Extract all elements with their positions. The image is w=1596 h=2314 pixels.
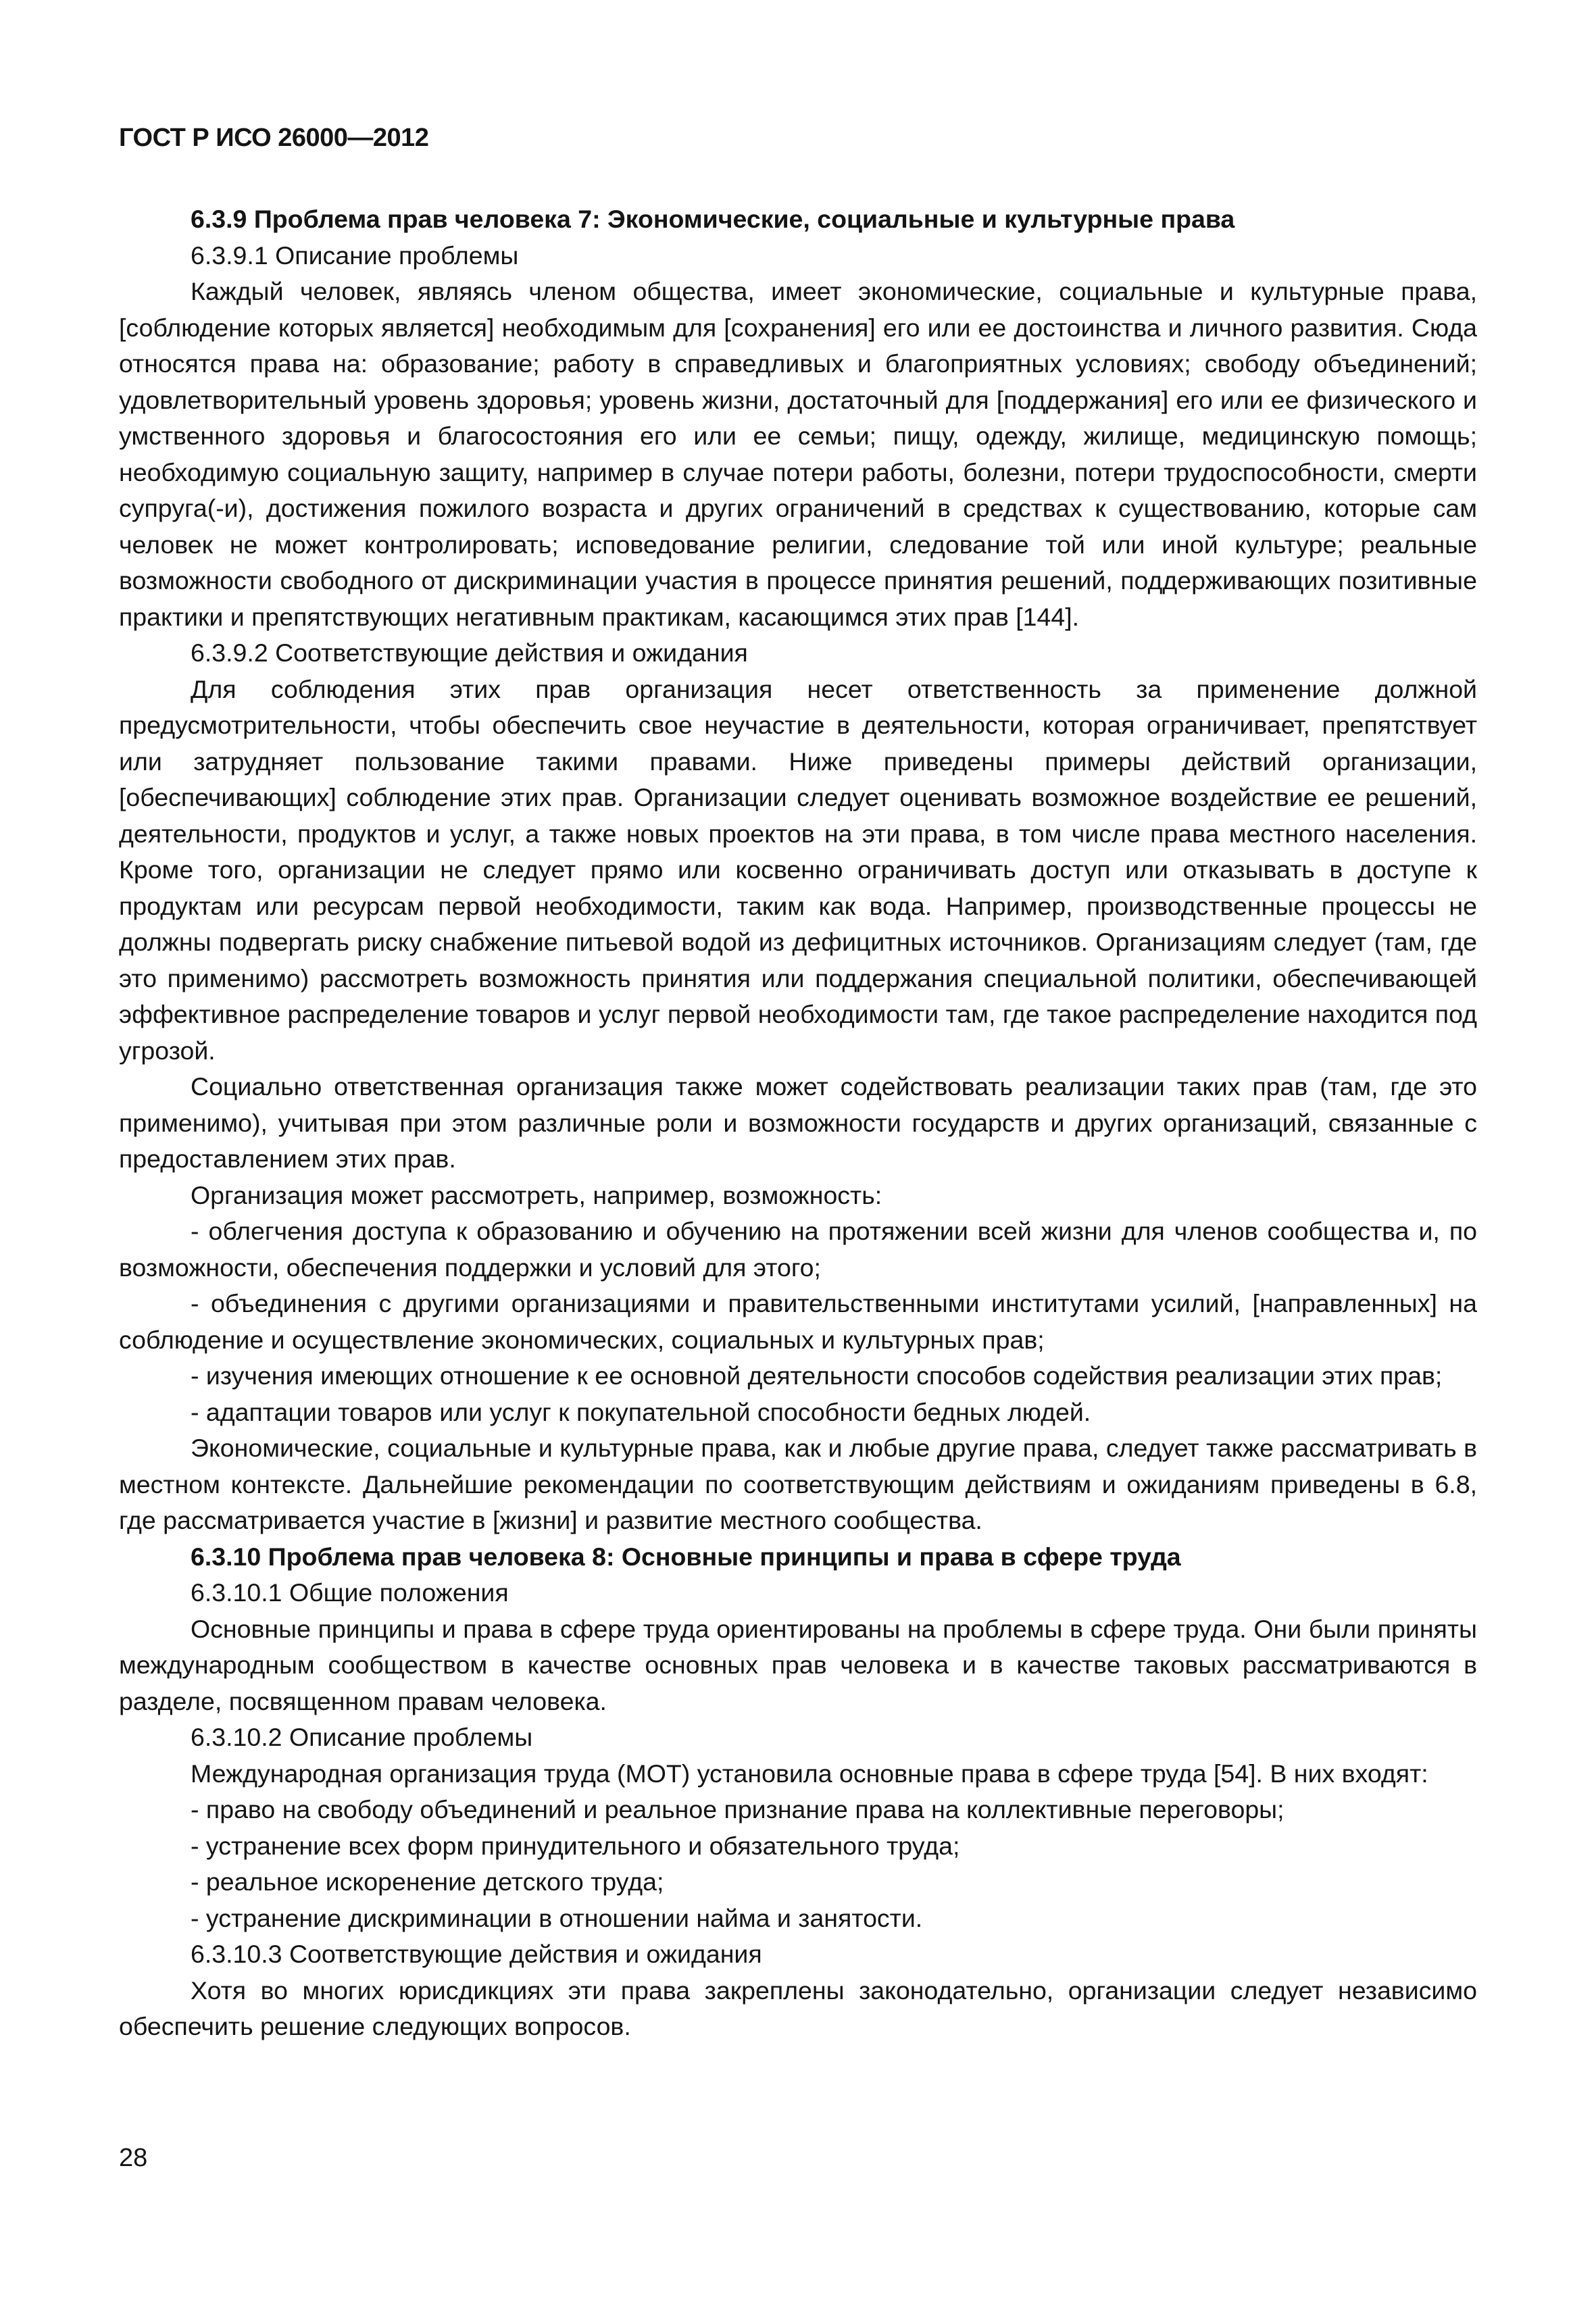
subsection-title-6-3-10-1: 6.3.10.1 Общие положения: [191, 1578, 509, 1607]
subsection-title-6-3-9-2: 6.3.9.2 Соответствующие действия и ожидания: [191, 638, 748, 667]
paragraph: Каждый человек, являясь членом общества, имеет экономические, социальные и культурные права, [соблюдение которых является] необходимым для [сохранения] его или ее достоинства и личного развития. Сюда относятся права на: образование; работу в справедливых и благоприятных условиях; свободу объединений; удовлетворительный уровень здоровья; уровень жизни, достаточный для [поддержания] его или ее физического и умственного здоровья и благосостояния его или ее семьи; пищу, одежду, жилище, медицинскую помощь; необходимую социальную защиту, например в случае потери работы, болезни, потери трудоспособности, смерти супруга(-и), достижения пожилого возраста и других ограничений в средствах к существованию, которые сам человек не может контролировать; исповедование религии, следование той или иной культуре; реальные возможности свободного от дискриминации участия в процессе принятия решений, поддерживающих позитивные практики и препятствующих негативным практикам, касающимся этих прав [144].: [119, 277, 1477, 631]
list-item: - право на свободу объединений и реальное признание права на коллективные переговоры;: [191, 1795, 1285, 1823]
section-heading-6-3-9: 6.3.9 Проблема прав человека 7: Экономические, социальные и культурные права: [191, 205, 1235, 233]
paragraph: Основные принципы и права в сфере труда ориентированы на проблемы в сфере труда. Они были приняты международным сообществом в качестве основных прав человека и в качестве таковых рассматриваются в разделе, посвященном правам человека.: [119, 1614, 1477, 1715]
paragraph: Организация может рассмотреть, например, возможность:: [191, 1180, 882, 1209]
document-standard-code: ГОСТ Р ИСО 26000—2012: [119, 124, 429, 152]
list-item: - объединения с другими организациями и правительственными институтами усилий, [направленных] на соблюдение и осуществление экономических, социальных и культурных прав;: [119, 1289, 1477, 1354]
list-item: - облегчения доступа к образованию и обучению на протяжении всей жизни для членов сообщества и, по возможности, обеспечения поддержки и условий для этого;: [119, 1217, 1477, 1282]
paragraph: Социально ответственная организация также может содействовать реализации таких прав (там, где это применимо), учитывая при этом различные роли и возможности государств и других организаций, связанные с предоставлением этих прав.: [119, 1072, 1477, 1173]
list-item: - изучения имеющих отношение к ее основной деятельности способов содействия реализации этих прав;: [191, 1361, 1443, 1390]
list-item: - устранение дискриминации в отношении найма и занятости.: [191, 1903, 923, 1932]
list-item: - устранение всех форм принудительного и обязательного труда;: [191, 1831, 960, 1860]
list-item: - адаптации товаров или услуг к покупательной способности бедных людей.: [191, 1397, 1091, 1426]
document-body: [119, 201, 1477, 2045]
paragraph: Экономические, социальные и культурные права, как и любые другие права, следует также рассматривать в местном контексте. Дальнейшие рекомендации по соответствующим действиям и ожиданиям приведены в 6.8, где рассматривается участие в [жизни] и развитие местного сообщества.: [119, 1434, 1477, 1534]
subsection-title-6-3-10-2: 6.3.10.2 Описание проблемы: [191, 1723, 533, 1751]
paragraph: Международная организация труда (МОТ) установила основные права в сфере труда [54]. В них входят:: [191, 1759, 1428, 1788]
list-item: - реальное искоренение детского труда;: [191, 1867, 664, 1896]
page-number: 28: [119, 2144, 148, 2172]
paragraph: Хотя во многих юрисдикциях эти права закреплены законодательно, организации следует независимо обеспечить решение следующих вопросов.: [119, 1976, 1477, 2040]
paragraph: Для соблюдения этих прав организация несет ответственность за применение должной предусмотрительности, чтобы обеспечить свое неучастие в деятельности, которая ограничивает, препятствует или затрудняет пользование такими правами. Ниже приведены примеры действий организации, [обеспечивающих] соблюдение этих прав. Организации следует оценивать возможное воздействие ее решений, деятельности, продуктов и услуг, а также новых проектов на эти права, в том числе права местного населения. Кроме того, организации не следует прямо или косвенно ограничивать доступ или отказывать в доступе к продуктам или ресурсам первой необходимости, таким как вода. Например, производственные процессы не должны подвергать риску снабжение питьевой водой из дефицитных источников. Организациям следует (там, где это применимо) рассмотреть возможность принятия или поддержания специальной политики, обеспечивающей эффективное распределение товаров и услуг первой необходимости там, где такое распределение находится под угрозой.: [119, 674, 1477, 1065]
subsection-title-6-3-10-3: 6.3.10.3 Соответствующие действия и ожидания: [191, 1940, 762, 1968]
subsection-title-6-3-9-1: 6.3.9.1 Описание проблемы: [191, 241, 519, 270]
section-heading-6-3-10: 6.3.10 Проблема прав человека 8: Основные принципы и права в сфере труда: [191, 1542, 1181, 1571]
